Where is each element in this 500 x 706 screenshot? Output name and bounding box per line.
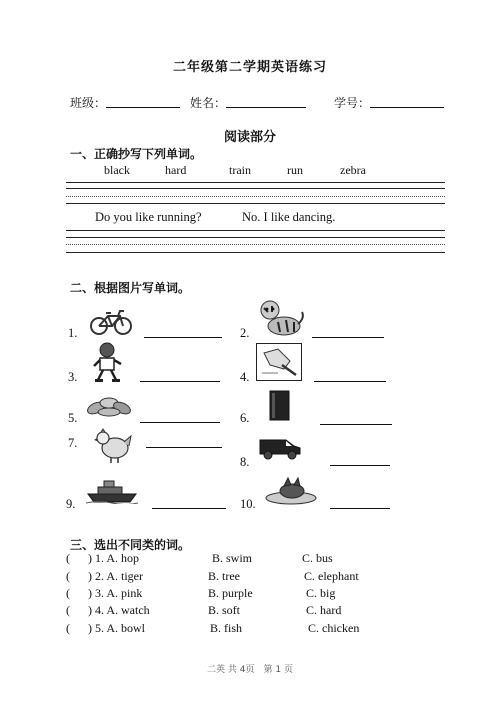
answer-blank[interactable] [144, 337, 222, 338]
question-option-b: B. fish [210, 621, 243, 635]
question-option-c: C. elephant [304, 569, 359, 583]
answer-blank[interactable] [146, 447, 222, 448]
question-option-c: C. hard [306, 603, 342, 617]
writing-line [66, 252, 445, 253]
writing-line [66, 230, 445, 231]
bicycle-icon [90, 308, 132, 336]
sentence-answer: No. I like dancing. [242, 210, 336, 224]
answer-blank[interactable] [140, 381, 220, 382]
writing-line [66, 237, 445, 238]
question-option-a: ) 2. A. tiger [88, 569, 143, 583]
item-number: 2. [240, 326, 250, 340]
answer-blank[interactable] [314, 381, 386, 382]
answer-paren[interactable]: ( [66, 586, 70, 600]
word-item: train [229, 163, 251, 177]
word-item: zebra [340, 163, 366, 177]
writing-line [66, 188, 445, 189]
leaves-icon [86, 392, 132, 418]
answer-paren[interactable]: ( [66, 569, 70, 583]
question-option-c: C. big [306, 586, 336, 600]
writing-line-dotted [66, 196, 445, 197]
item-number: 3. [68, 370, 78, 384]
class-blank[interactable] [106, 107, 180, 108]
item-number: 8. [240, 455, 250, 469]
running-boy-icon [92, 342, 124, 384]
question-option-a: ) 3. A. pink [88, 586, 143, 600]
word-item: run [287, 163, 303, 177]
name-blank[interactable] [226, 107, 306, 108]
answer-paren[interactable]: ( [66, 551, 70, 565]
item-number: 9. [66, 497, 76, 511]
page-footer: 二英 共 4页 第 1 页 [207, 665, 293, 675]
answer-blank[interactable] [330, 508, 390, 509]
question-option-a: ) 4. A. watch [88, 603, 150, 617]
question-option-c: C. chicken [308, 621, 360, 635]
student-id-blank[interactable] [370, 107, 444, 108]
answer-blank[interactable] [152, 508, 226, 509]
hand-writing-icon [256, 343, 302, 381]
item-number: 5. [68, 411, 78, 425]
writing-line-dotted [66, 244, 445, 245]
question-option-a: ) 5. A. bowl [88, 621, 145, 635]
item-number: 1. [68, 326, 78, 340]
section1-heading: 一、正确抄写下列单词。 [70, 147, 203, 161]
writing-line [66, 182, 445, 183]
sentence-question: Do you like running? [95, 210, 202, 224]
section2-heading: 二、根据图片写单词。 [70, 281, 191, 295]
question-option-b: B. tree [208, 569, 240, 583]
van-icon [258, 432, 302, 460]
worksheet-title: 二年级第二学期英语练习 [172, 59, 327, 74]
writing-line [66, 203, 445, 204]
dog-icon [264, 476, 318, 506]
question-option-c: C. bus [302, 551, 333, 565]
item-number: 7. [68, 436, 78, 450]
ship-icon [86, 478, 138, 504]
answer-blank[interactable] [320, 424, 392, 425]
class-label: 班级： [70, 96, 107, 110]
word-item: hard [165, 163, 187, 177]
question-option-a: ) 1. A. hop [88, 551, 139, 565]
answer-paren[interactable]: ( [66, 603, 70, 617]
question-option-b: B. soft [208, 603, 241, 617]
hen-icon [94, 428, 132, 464]
student-id-label: 学号： [334, 96, 371, 110]
tiger-icon [258, 298, 306, 338]
question-option-b: B. swim [212, 551, 253, 565]
answer-blank[interactable] [140, 422, 220, 423]
reading-section-title: 阅读部分 [223, 129, 276, 144]
section3-heading: 三、选出不同类的词。 [70, 538, 191, 552]
answer-blank[interactable] [312, 337, 384, 338]
question-option-b: B. purple [208, 586, 253, 600]
word-item: black [104, 163, 130, 177]
book-icon [268, 390, 292, 422]
name-label: 姓名： [190, 96, 227, 110]
answer-paren[interactable]: ( [66, 621, 70, 635]
item-number: 10. [240, 497, 256, 511]
answer-blank[interactable] [330, 465, 390, 466]
item-number: 4. [240, 370, 250, 384]
item-number: 6. [240, 411, 250, 425]
